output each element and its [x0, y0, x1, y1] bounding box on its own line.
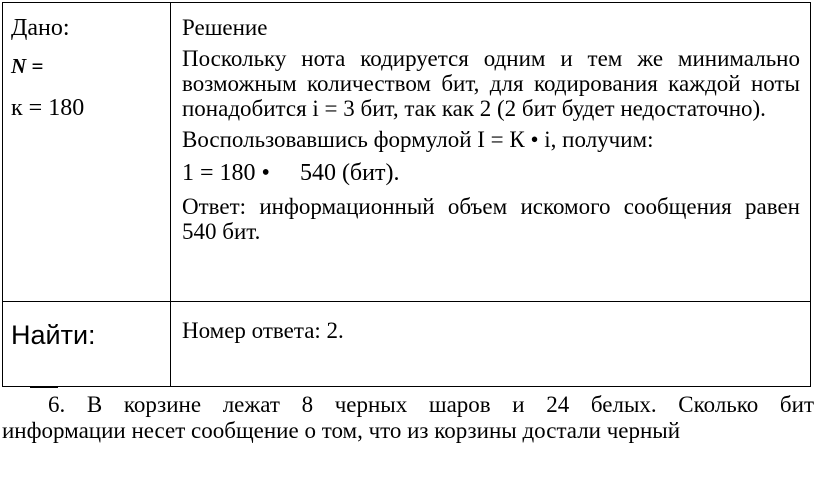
solution-paragraph-1: Поскольку нота кодируется одним и тем же минимально возможным количеством бит, для кодирования каждой ноты понадобится i = 3 бит, так как 2 (2 бит будет недостаточно). [182, 46, 800, 121]
given-cell [3, 3, 171, 302]
task-6-line-1: 6. В корзине лежат 8 черных шаров и 24 белых. Сколько бит [48, 392, 814, 417]
solution-formula [182, 158, 800, 188]
find-label: Найти: [11, 320, 96, 350]
answer-cell [171, 302, 811, 387]
given-label: Дано: [11, 15, 70, 41]
solution-cell [171, 3, 811, 302]
solution-table [2, 2, 811, 387]
find-dash: — [30, 369, 58, 400]
find-cell [3, 302, 171, 387]
task-6-line-2: информации несет сообщение о том, что из корзины достали черный [2, 418, 681, 443]
answer-text: Номер ответа: 2. [182, 318, 344, 343]
solution-paragraph-2: Воспользовавшись формулой I = К • i, получим: [182, 127, 654, 152]
table-row-find [3, 302, 811, 387]
given-k-line: к = 180 [11, 95, 85, 121]
solution-heading: Решение [182, 15, 268, 40]
formula-text: 1 = 180 • 540 (бит). [182, 160, 400, 186]
given-n-line: N = [11, 54, 44, 78]
task-6-paragraph [2, 392, 814, 444]
table-row-given [3, 3, 811, 302]
solution-paragraph-3: Ответ: информационный объем искомого сообщения равен 540 бит. [182, 194, 800, 244]
